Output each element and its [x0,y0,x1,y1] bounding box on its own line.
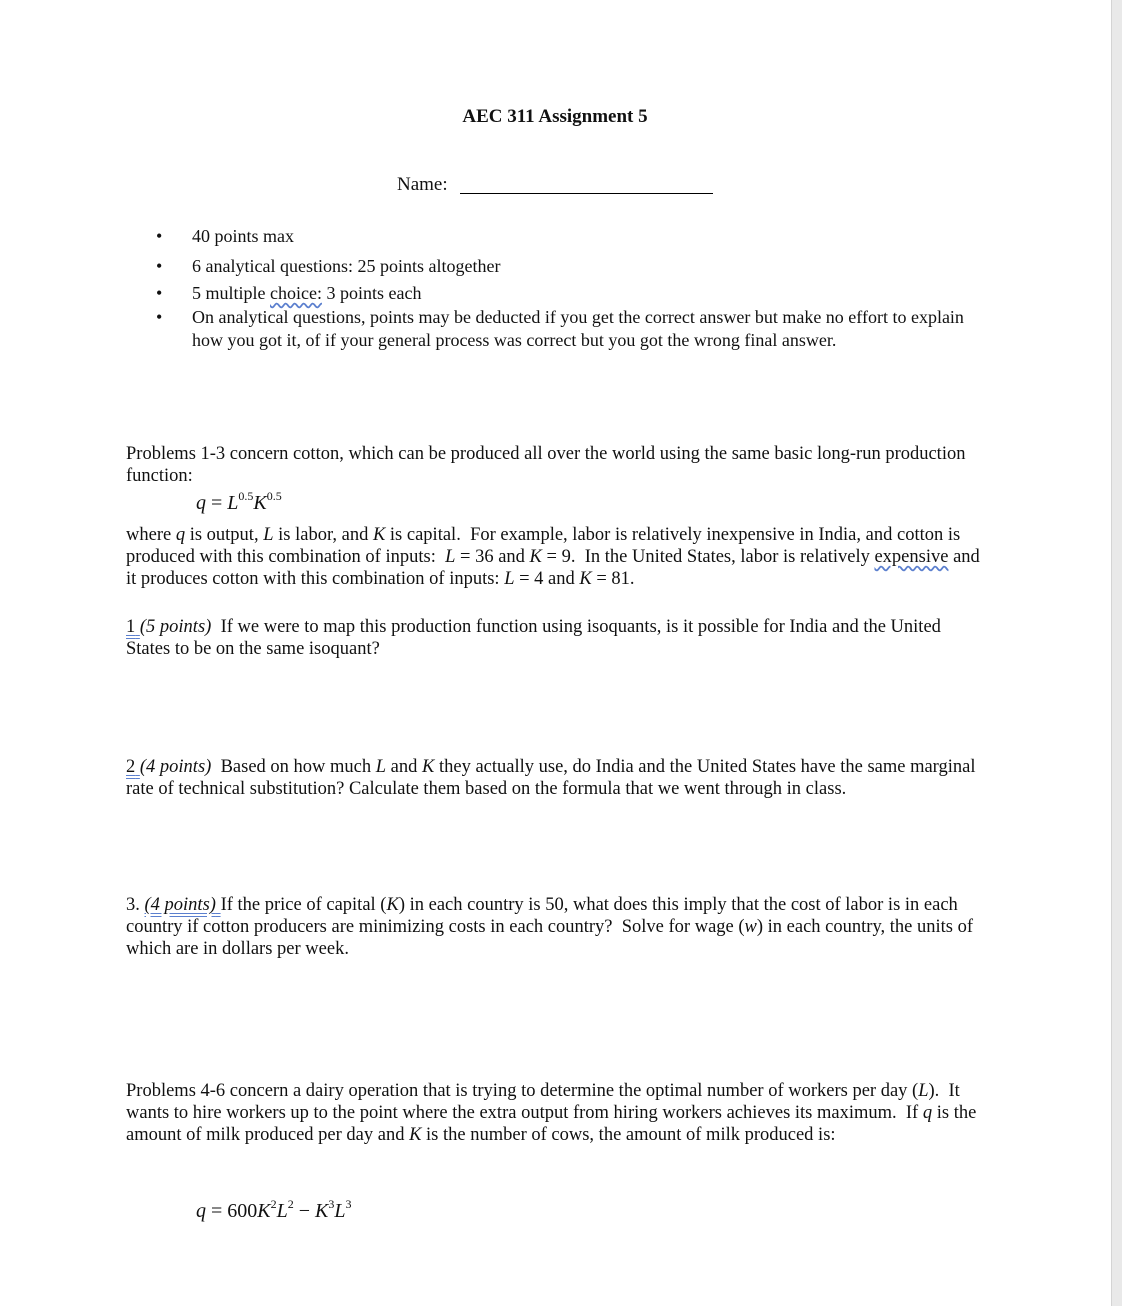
question-3: 3. (4 points) If the price of capital (K) in each country is 50, what does this imply that the cost of labor is in each country if cotton producers are minimizing costs in each country? Solve for wage (w) in each country, the units of which are in dollars per week. [126,895,973,959]
name-label: Name: [397,174,448,195]
list-item: • 40 points max [150,225,990,255]
document-title: AEC 311 Assignment 5 [462,106,648,127]
list-item: • On analytical questions, points may be deducted if you get the correct answer but make no effort to explain how you got it, of if your general process was correct but you got the wrong final answer. [150,306,990,352]
cotton-context: where q is output, L is labor, and K is capital. For example, labor is relatively inexpensive in India, and cotton is produced with this combination of inputs: L = 36 and K = 9. In the United States, labor is relatively expensive and it produces cotton with this combination of inputs: L = 4 and K = 81. [126,525,980,589]
vertical-scrollbar[interactable] [1111,0,1122,1306]
intro-cotton: Problems 1-3 concern cotton, which can be produced all over the world using the same basic long-run production function: [126,444,966,486]
intro-dairy: Problems 4-6 concern a dairy operation that is trying to determine the optimal number of workers per day (L). It wants to hire workers up to the point where the extra output from hiring workers achieves its maximum. If q is the amount of milk produced per day and K is the number of cows, the amount of milk produced is: [126,1081,977,1145]
question-1-points: (5 points) [139,617,212,637]
question-1-text: If we were to map this production function using isoquants, is it possible for India and the United States to be on the same isoquant? [126,617,941,659]
question-2-number: 2 [126,757,136,777]
question-3-points: (4 points) [144,895,216,915]
question-2: 2 (4 points) Based on how much L and K they actually use, do India and the United States have the same marginal rate of technical substitution? Calculate them based on the formula that we went through in class. [126,757,976,799]
milk-production-equation: $q = 600K^2L^2 - K^3L^3$ [196,1197,352,1222]
question-1 [126,616,986,660]
instructions-list [150,225,990,352]
list-item: • 6 analytical questions: 25 points altogether [150,255,990,282]
intro-dairy-tail: is the number of cows, the amount of milk produced is: [426,1125,836,1145]
question-1-number: 1 [126,617,136,637]
question-3-number: 3. [126,895,140,915]
production-function-equation: $q = L^{0.5}K^{0.5}$ [196,489,282,514]
name-blank-line [460,193,713,194]
question-2-text: they actually use, do India and the United States have the same marginal rate of technical substitution? Calculate them based on the formula that we went through in class. [126,757,976,799]
question-2-points: (4 points) [139,757,212,777]
list-item: • 5 multiple choice: 3 points each [150,282,990,306]
